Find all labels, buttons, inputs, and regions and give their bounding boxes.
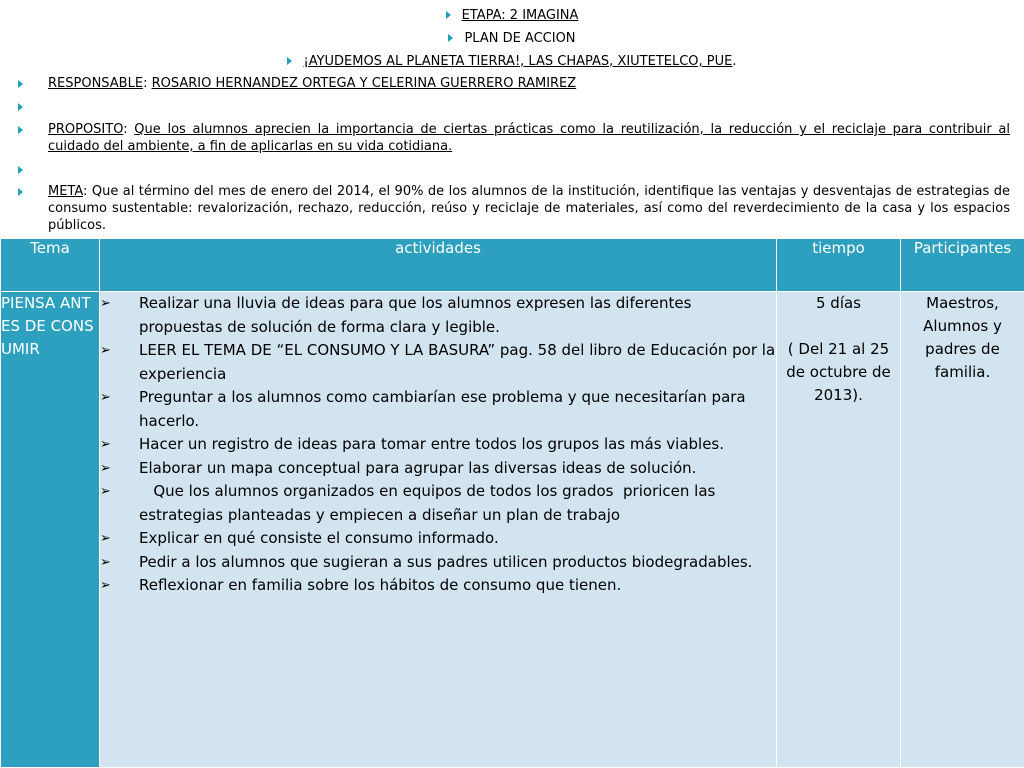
activity-text: Preguntar a los alumnos como cambiarían ese problema y que necesitarían para hacerlo. [139,388,746,430]
meta-text: : Que al término del mes de enero del 2014, el 90% de los alumnos de la institución, identifique las ventajas y desventajas de estrategias de consumo sustentable: revalorización, rechazo, reducción, reúso y reciclaje de materiales, así como del reverdecimiento de la casa y los espacios públicos. [48,184,1010,233]
activity-text: Pedir a los alumnos que sugieran a sus padres utilicen productos biodegradables. [139,552,753,571]
header-actividades: actividades [100,239,777,292]
tiempo-fechas: ( Del 21 al 25 de octubre de 2013). [786,340,891,404]
header-tiempo: tiempo [777,239,901,292]
action-plan-table [0,238,1024,768]
arrowhead-bullet-icon: ➢ [100,531,111,546]
tiempo-cell [777,292,901,768]
arrowhead-bullet-icon: ➢ [100,554,111,570]
activity-text: Realizar una lluvia de ideas para que los alumnos expresen las diferentes propuestas de solución de forma clara y legible. [139,294,692,336]
title-line [0,53,1024,70]
actividades-cell [100,292,777,768]
plan-line [0,30,1024,47]
list-item [100,457,776,481]
header-participantes: Participantes [901,239,1024,292]
proposito-sep: : [123,122,135,137]
proposito-paragraph [18,121,1010,155]
arrowhead-bullet-icon: ➢ [100,437,111,452]
arrowhead-bullet-icon: ➢ [100,460,111,476]
list-item [100,551,776,575]
meta-label: META [48,184,84,199]
arrowhead-bullet-icon: ➢ [100,578,111,593]
arrow-bullet-icon [18,103,23,111]
project-title: ¡AYUDEMOS AL PLANETA TIERRA!, LAS CHAPAS, XIUTETELCO, PUE [303,54,733,69]
list-item [100,574,776,598]
arrow-bullet-icon [18,126,23,134]
tema-cell: PIENSA ANTES DE CONSUMIR [1,292,100,768]
arrow-bullet-icon [446,11,451,19]
list-item [100,527,776,551]
proposito-value: Que los alumnos aprecien la importancia de ciertas prácticas como la reutilización, la reducción y el reciclaje para contribuir al cuidado del ambiente, a fin de aplicarlas en su vida cotidiana. [48,122,1010,154]
title-suffix: . [732,54,737,69]
activity-text: LEER EL TEMA DE “EL CONSUMO Y LA BASURA” pag. 58 del libro de Educación por la experiencia [139,341,776,383]
tiempo-dias: 5 días [815,294,861,312]
participantes-cell: Maestros, Alumnos y padres de familia. [901,292,1024,768]
arrowhead-bullet-icon: ➢ [100,484,111,499]
meta-paragraph [18,183,1010,234]
table-header-row [1,239,1024,292]
responsable-label: RESPONSABLE [48,76,144,91]
arrowhead-bullet-icon: ➢ [100,343,111,358]
activity-text: Elaborar un mapa conceptual para agrupar las diversas ideas de solución. [139,458,697,477]
list-item [100,433,776,457]
list-item [100,480,776,527]
list-item [100,386,776,433]
activities-list [100,292,776,598]
activity-text: Hacer un registro de ideas para tomar entre todos los grupos las más viables. [139,435,725,453]
list-item [100,339,776,386]
arrow-bullet-icon [18,166,23,174]
responsable-sep: : [143,76,152,91]
arrow-bullet-icon [448,34,453,42]
arrow-bullet-icon [287,57,292,65]
arrow-bullet-icon [18,80,23,88]
arrow-bullet-icon [18,188,23,196]
arrowhead-bullet-icon: ➢ [100,390,111,405]
etapa-line [0,7,1024,24]
plan-text: PLAN DE ACCION [464,31,576,46]
list-item [100,292,776,339]
etapa-text: ETAPA: 2 IMAGINA [461,8,579,23]
header-tema: Tema [1,239,100,292]
proposito-label: PROPOSITO [48,122,124,137]
activity-text: Explicar en qué consiste el consumo informado. [139,529,499,547]
table-row [1,292,1024,768]
responsable-paragraph [18,75,1010,92]
activity-text: Reflexionar en familia sobre los hábitos de consumo que tienen. [139,576,622,594]
activity-text: Que los alumnos organizados en equipos de todos los grados prioricen las estrategias planteadas y empiecen a diseñar un plan de trabajo [139,482,721,524]
arrowhead-bullet-icon: ➢ [100,296,111,311]
responsable-value: ROSARIO HERNANDEZ ORTEGA Y CELERINA GUERRERO RAMIREZ [151,76,577,91]
